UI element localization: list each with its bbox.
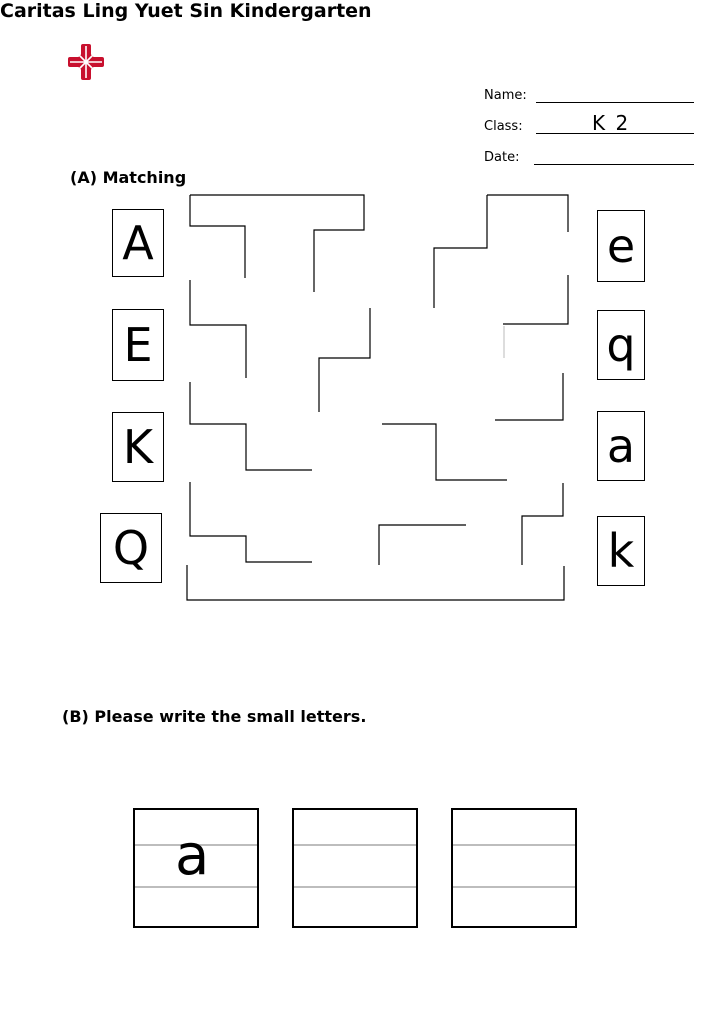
name-label: Name: <box>484 88 527 103</box>
guide-line <box>294 886 416 888</box>
maze-wall <box>190 382 312 470</box>
class-value: K 2 <box>592 111 631 135</box>
maze-wall <box>503 275 568 324</box>
maze-wall <box>319 308 370 412</box>
left-letter-box[interactable]: E <box>112 309 164 381</box>
school-name: Caritas Ling Yuet Sin Kindergarten <box>0 0 372 22</box>
date-label: Date: <box>484 150 520 165</box>
right-letter-box[interactable]: k <box>597 516 645 586</box>
maze-wall <box>434 195 487 308</box>
writing-box[interactable] <box>133 808 259 928</box>
section-b-title: (B) Please write the small letters. <box>62 707 367 726</box>
maze-wall <box>522 483 563 565</box>
left-letter-box[interactable]: K <box>112 412 164 482</box>
guide-line <box>453 844 575 846</box>
maze-wall <box>190 280 246 378</box>
maze-wall <box>190 482 312 562</box>
guide-line <box>453 886 575 888</box>
maze-wall <box>190 195 364 292</box>
guide-line <box>294 844 416 846</box>
class-label: Class: <box>484 119 523 134</box>
maze-wall <box>495 373 563 420</box>
maze-wall <box>187 565 564 600</box>
writing-box[interactable] <box>451 808 577 928</box>
left-letter-box[interactable]: Q <box>100 513 162 583</box>
maze-wall <box>487 195 568 232</box>
section-a-title: (A) Matching <box>70 168 187 187</box>
maze-wall <box>379 525 466 565</box>
maze-wall <box>382 424 507 480</box>
maze-wall <box>190 195 245 278</box>
right-letter-box[interactable]: a <box>597 411 645 481</box>
right-letter-box[interactable]: q <box>597 310 645 380</box>
writing-box[interactable] <box>292 808 418 928</box>
left-letter-box[interactable]: A <box>112 209 164 277</box>
sample-letter: a <box>175 823 210 888</box>
right-letter-box[interactable]: e <box>597 210 645 282</box>
